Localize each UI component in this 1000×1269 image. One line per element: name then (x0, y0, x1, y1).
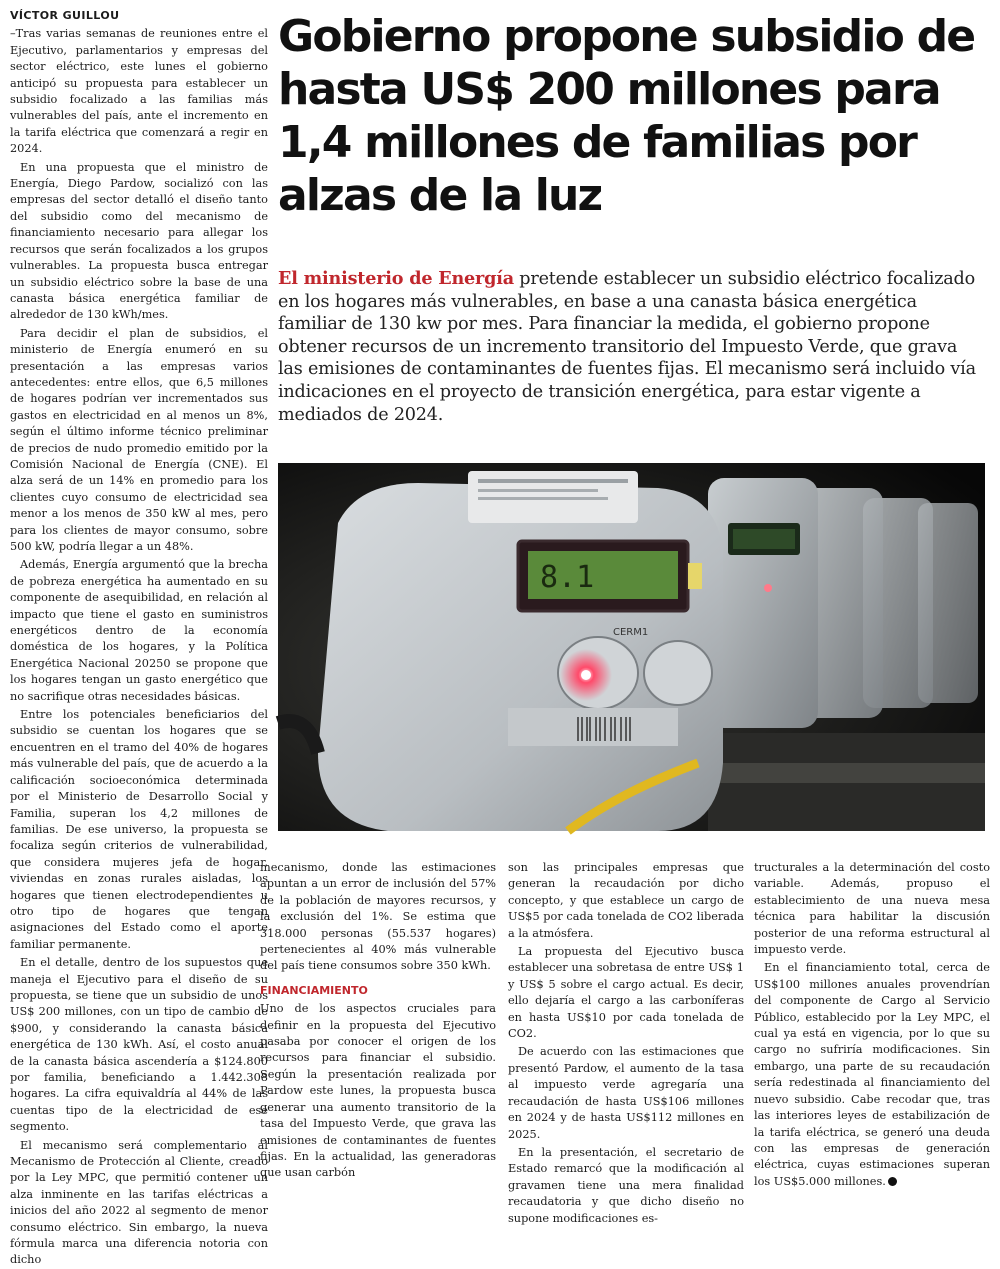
paragraph: En la presentación, el secretario de Estado remarcó que la modificación al gravamen tiene una mera finalidad recaudatoria y que dicho diseño no supone modificaciones es- (508, 1145, 744, 1225)
lede-text: pretende establecer un subsidio eléctrico focalizado en los hogares más vulnerables, en base a una canasta básica energética familiar de 130 kw por mes. Para financiar la medida, el gobierno propone obtener recursos de un incremento transitorio del Impuesto Verde, que grava las emisiones de contaminantes de fuentes fijas. El mecanismo será incluido vía indicaciones en el proyecto de transición energética, para estar vigente a mediados de 2024. (278, 269, 976, 425)
lede (278, 268, 978, 426)
lede-lead: El ministerio de Energía (278, 268, 514, 289)
paragraph-text: En el financiamiento total, cerca de US$100 millones anuales provendrían del componente de Cargo al Servicio Público, establecido por la Ley MPC, el cual ya está en vigencia, por lo que su cargo no sufriría modificaciones. Sin embargo, una parte de su recaudación sería redestinada al financiamiento del nuevo subsidio. Cabe recodar que, tras las interiores leyes de estabilización de la tarifa eléctrica, se generó una deuda con las empresas de generación eléctrica, cuyas estimaciones superan los US$5.000 millones. (754, 961, 990, 1188)
paragraph: En una propuesta que el ministro de Energía, Diego Pardow, socializó con las empresas del sector detalló el diseño tanto del subsidio como del mecanismo de financiamiento necesario para allegar los recursos que serán focalizados a los grupos vulnerables. La propuesta busca entregar un subsidio eléctrico sobre la base de una canasta básica energética familiar de alrededor de 130 kWh/mes. (10, 160, 268, 322)
meter-display-text: 8.1 (540, 560, 595, 595)
end-of-article-icon (888, 1177, 897, 1186)
article-column-1 (10, 8, 268, 1267)
electricity-meters-photo (278, 463, 985, 831)
paragraph: tructurales a la determinación del costo variable. Además, propuso el establecimiento de una nueva mesa técnica para habilitar la discusión posterior de una reforma estructural al impuesto verde. (754, 861, 990, 957)
paragraph: La propuesta del Ejecutivo busca establecer una sobretasa de entre US$ 1 y US$ 5 sobre el cargo actual. Es decir, ello dejaría el cargo a las carboníferas en hasta US$10 por cada tonelada de CO2. (508, 945, 744, 1041)
byline: VÍCTOR GUILLOU (10, 9, 120, 22)
paragraph: mecanismo, donde las estimaciones apuntan a un error de inclusión del 57% de la población de mayores recursos, y la exclusión del 1%. Se estima que 318.000 personas (55.537 hogares) pertenecientes al 40% más vulnerable del país tiene consumos sobre 350 kWh. (260, 861, 496, 973)
article-column-4 (754, 860, 990, 1188)
paragraph: son las principales empresas que generan la recaudación por dicho concepto, y que establece un cargo de US$5 por cada tonelada de CO2 liberada a la atmósfera. (508, 861, 744, 940)
paragraph: Para decidir el plan de subsidios, el ministerio de Energía enumeró en su presentación a las empresas varios antecedentes: entre ellos, que 6,5 millones de hogares podrían ver incrementados sus gastos en electricidad en al menos un 8%, según el último informe técnico preliminar de precios de nudo promedio emitido por la Comisión Nacional de Energía (CNE). El alza será de un 14% en promedio para los clientes cuyo consumo de electricidad sea menor a los menos de 350 kW al mes, pero para los clientes de mayor consumo, sobre 500 kW, podría llegar a un 48%. (10, 326, 268, 553)
article-column-3 (508, 860, 744, 1225)
paragraph: Uno de los aspectos cruciales para definir en la propuesta del Ejecutivo pasaba por conocer el origen de los recursos para financiar el subsidio. Según la presentación realizada por Pardow este lunes, la propuesta busca generar una aumento transitorio de la tasa del Impuesto Verde, que grava las emisiones de contaminantes de fuentes fijas. En la actualidad, las generadoras que usan carbón (260, 1002, 496, 1180)
paragraph: El mecanismo será complementario al Mecanismo de Protección al Cliente, creado por la Ley MPC, que permitió contener un alza inminente en las tarifas eléctricas a inicios del año 2022 al segmento de menor consumo eléctrico. Sin embargo, la nueva fórmula marca una diferencia notoria con dicho (10, 1138, 268, 1267)
paragraph: –Tras varias semanas de reuniones entre el Ejecutivo, parlamentarios y empresas del sector eléctrico, este lunes el gobierno anticipó su propuesta para establecer un subsidio focalizado a las familias más vulnerables del país, ante el incremento en la tarifa eléctrica que comenzará a regir en 2024. (10, 27, 268, 156)
meter-brand-text: CERM1 (613, 627, 649, 638)
paragraph (754, 960, 990, 1190)
paragraph: Además, Energía argumentó que la brecha de pobreza energética ha aumentado en su componente de asequibilidad, en relación al impacto que tiene el gasto en suministros energéticos dentro de la economía doméstica de los hogares, y la Política Energética Nacional 20250 se propone que los hogares tengan un gasto energético que no sacrifique otras necesidades básicas. (10, 558, 268, 703)
paragraph: De acuerdo con las estimaciones que presentó Pardow, el aumento de la tasa al impuesto verde agregaría una recaudación de hasta US$106 millones en 2024 y de hasta US$112 millones en 2025. (508, 1045, 744, 1141)
section-heading: FINANCIAMIENTO (260, 983, 368, 997)
paragraph: Entre los potenciales beneficiarios del subsidio se cuentan los hogares que se encuentren en el tramo del 40% de hogares más vulnerable del país, que de acuerdo a la calificación socioeconómica determinada por el Ministerio de Desarrollo Social y Familia, superan los 4,2 millones de familias. De ese universo, la propuesta se focaliza según criterios de vulnerabilidad, que considera mujeres jefa de hogar, viviendas en zonas rurales aisladas, los hogares que tienen electrodependientes u otro tipo de hogares que tengan asignaciones del Estado como el aporte familiar permanente. (10, 708, 268, 951)
paragraph: En el detalle, dentro de los supuestos que maneja el Ejecutivo para el diseño de su propuesta, se tiene que un subsidio de unos US$ 200 millones, con un tipo de cambio de $900, y considerando la canasta básica energética de 130 kWh. Así, el costo anual de la canasta básica ascendería a $124.800 por familia, beneficiando a 1.442.308 hogares. La cifra equivaldría al 44% de las cuentas tipo de la electricidad de ese segmento. (10, 956, 268, 1134)
article-column-2 (260, 860, 496, 1180)
meters-illustration (278, 463, 985, 831)
headline: Gobierno propone subsidio de hasta US$ 200 millones para 1,4 millones de familias por alzas de la luz (278, 11, 975, 221)
